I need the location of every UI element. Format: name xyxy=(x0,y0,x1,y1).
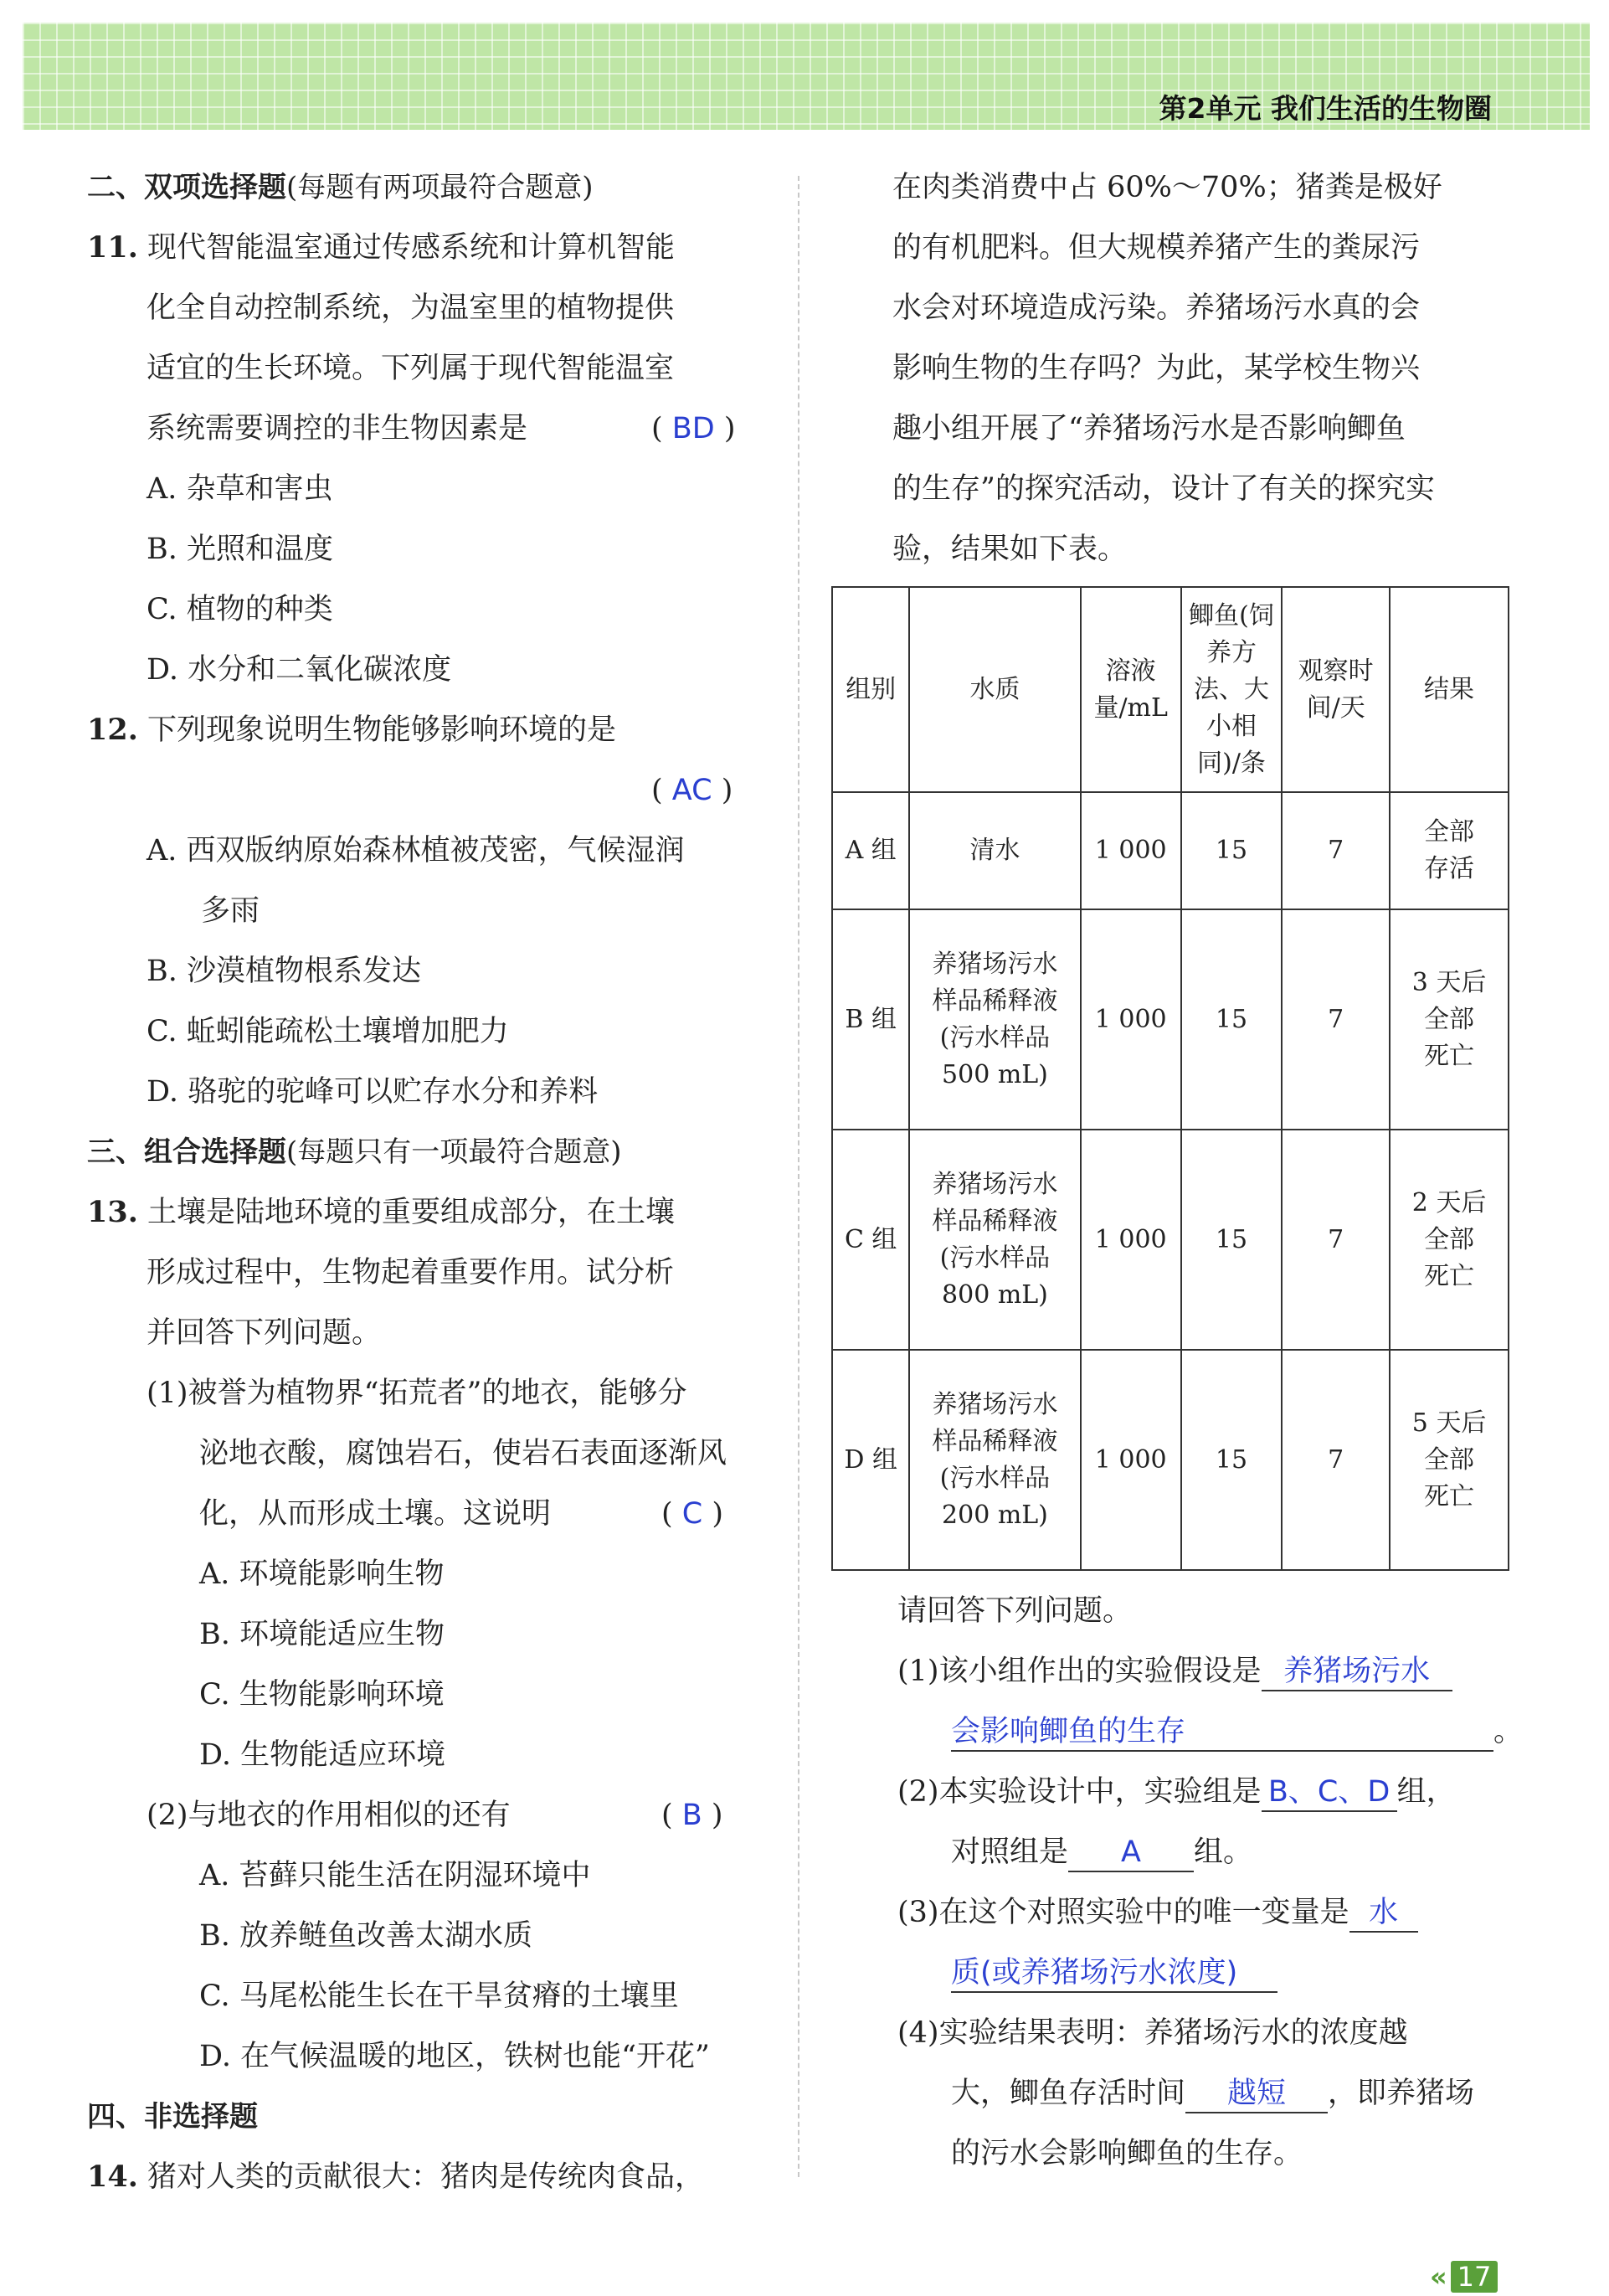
q11-option-c: C. 植物的种类 xyxy=(147,593,333,626)
q13-p2-answer: ( B ) xyxy=(661,1799,723,1832)
q11-answer: ( BD ) xyxy=(651,412,736,445)
q13-p2-option-d: D. 在气候温暖的地区，铁树也能“开花” xyxy=(199,2040,710,2073)
q14-a1-blank-2: 会影响鲫鱼的生存 xyxy=(951,1713,1493,1752)
q13-p1-line-1: (1)被誉为植物界“拓荒者”的地衣，能够分 xyxy=(147,1377,687,1410)
th-fish: 鲫鱼(饲养方法、大小相同)/条 xyxy=(1181,587,1282,792)
q14-a2-blank-2: A xyxy=(1068,1834,1194,1872)
q14-a2-line-1: (2)本实验设计中，实验组是 B、C、D 组， xyxy=(897,1772,1456,1812)
q14-intro-line-3: 水会对环境造成污染。养猪场污水真的会 xyxy=(892,291,1421,325)
table-row xyxy=(832,1130,1509,1350)
q14-prompt: 请回答下列问题。 xyxy=(897,1594,1133,1628)
cell-water: 养猪场污水 样品稀释液 (污水样品 500 mL) xyxy=(909,909,1080,1130)
q11-option-a: A. 杂草和害虫 xyxy=(147,472,333,506)
cell-water: 清水 xyxy=(909,792,1080,909)
table-row xyxy=(832,792,1509,909)
q14-a3-blank-2: 质(或养猪场污水浓度) xyxy=(951,1954,1277,1993)
th-water: 水质 xyxy=(909,587,1080,792)
q14-a4-blank: 越短 xyxy=(1185,2075,1328,2113)
q11-option-b: B. 光照和温度 xyxy=(147,533,333,566)
q11-option-d: D. 水分和二氧化碳浓度 xyxy=(147,653,452,687)
cell-water: 养猪场污水 样品稀释液 (污水样品 800 mL) xyxy=(909,1130,1080,1350)
section-2-heading: 二、双项选择题(每题有两项最符合题意) xyxy=(87,171,594,204)
q13-line-1: 13. 土壤是陆地环境的重要组成部分，在土壤 xyxy=(87,1195,676,1229)
q12-option-b: B. 沙漠植物根系发达 xyxy=(147,955,421,988)
cell-days: 7 xyxy=(1282,1350,1390,1570)
cell-volume: 1 000 xyxy=(1081,1350,1181,1570)
cell-fish: 15 xyxy=(1181,1130,1282,1350)
q14-a1-line-1: (1)该小组作出的实验假设是 养猪场污水 xyxy=(897,1651,1452,1691)
q14-line-1: 14. 猪对人类的贡献很大：猪肉是传统肉食品， xyxy=(87,2160,705,2194)
q14-a1-line-2: 会影响鲫鱼的生存 。 xyxy=(951,1712,1523,1752)
q12-answer: ( AC ) xyxy=(651,774,733,807)
double-chevron-left-icon: « xyxy=(1430,2261,1447,2293)
q14-a1-blank-1: 养猪场污水 xyxy=(1262,1653,1452,1691)
q13-p1-option-b: B. 环境能适应生物 xyxy=(199,1618,445,1651)
cell-result: 全部 存活 xyxy=(1390,792,1509,909)
q14-a3-blank-1: 水 xyxy=(1349,1894,1418,1933)
th-result: 结果 xyxy=(1390,587,1509,792)
q14-a2-blank-1: B、C、D xyxy=(1262,1773,1397,1812)
table-row xyxy=(832,909,1509,1130)
q14-a4-line-2: 大，鲫鱼存活时间 越短 ，即养猪场 xyxy=(951,2073,1474,2113)
q13-p1-line-2: 泌地衣酸，腐蚀岩石，使岩石表面逐渐风 xyxy=(199,1437,727,1470)
q14-a4-line-1: (4)实验结果表明：养猪场污水的浓度越 xyxy=(897,2016,1408,2050)
q12-stem: 12. 下列现象说明生物能够影响环境的是 xyxy=(87,713,617,747)
q13-p2-option-b: B. 放养鲢鱼改善太湖水质 xyxy=(199,1919,532,1953)
cell-days: 7 xyxy=(1282,1130,1390,1350)
q13-line-3: 并回答下列问题。 xyxy=(147,1316,382,1350)
q12-option-d: D. 骆驼的驼峰可以贮存水分和养料 xyxy=(147,1075,599,1109)
cell-group: D 组 xyxy=(832,1350,909,1570)
cell-water: 养猪场污水 样品稀释液 (污水样品 200 mL) xyxy=(909,1350,1080,1570)
q14-a3-line-2 xyxy=(951,1953,1277,1993)
q12-option-a-cont: 多雨 xyxy=(201,894,260,928)
cell-result: 5 天后 全部 死亡 xyxy=(1390,1350,1509,1570)
cell-days: 7 xyxy=(1282,792,1390,909)
q13-p2-option-c: C. 马尾松能生长在干旱贫瘠的土壤里 xyxy=(199,1979,679,2013)
q11-line-1: 11. 现代智能温室通过传感系统和计算机智能 xyxy=(87,230,676,265)
section-3-heading: 三、组合选择题(每题只有一项最符合题意) xyxy=(87,1135,622,1169)
cell-group: A 组 xyxy=(832,792,909,909)
q12-option-a: A. 西双版纳原始森林植被茂密，气候湿润 xyxy=(147,834,685,867)
q13-p1-option-a: A. 环境能影响生物 xyxy=(199,1557,445,1591)
cell-volume: 1 000 xyxy=(1081,1130,1181,1350)
column-divider xyxy=(798,176,799,2177)
cell-fish: 15 xyxy=(1181,1350,1282,1570)
q13-line-2: 形成过程中，生物起着重要作用。试分析 xyxy=(147,1256,675,1290)
q14-intro-line-7: 验，结果如下表。 xyxy=(892,533,1128,566)
q11-line-4: 系统需要调控的非生物因素是 xyxy=(147,412,528,445)
q13-p1-option-c: C. 生物能影响环境 xyxy=(199,1678,445,1712)
q13-p2-stem: (2)与地衣的作用相似的还有 xyxy=(147,1799,511,1832)
q14-a2-line-2: 对照组是 A 组。 xyxy=(951,1832,1252,1872)
section-4-heading: 四、非选择题 xyxy=(87,2100,258,2134)
cell-volume: 1 000 xyxy=(1081,792,1181,909)
cell-result: 3 天后 全部 死亡 xyxy=(1390,909,1509,1130)
q14-intro-line-4: 影响生物的生存吗？为此，某学校生物兴 xyxy=(892,352,1421,385)
q13-p2-option-a: A. 苔藓只能生活在阴湿环境中 xyxy=(199,1859,591,1892)
q14-a3-line-1: (3)在这个对照实验中的唯一变量是 水 xyxy=(897,1892,1418,1933)
th-days: 观察时间/天 xyxy=(1282,587,1390,792)
cell-volume: 1 000 xyxy=(1081,909,1181,1130)
q14-intro-line-1: 在肉类消费中占 60%～70%；猪粪是极好 xyxy=(892,171,1442,204)
experiment-table xyxy=(831,586,1509,1571)
cell-fish: 15 xyxy=(1181,792,1282,909)
th-volume: 溶液量/mL xyxy=(1081,587,1181,792)
q14-intro-line-5: 趣小组开展了“养猪场污水是否影响鲫鱼 xyxy=(892,412,1406,445)
cell-group: B 组 xyxy=(832,909,909,1130)
cell-days: 7 xyxy=(1282,909,1390,1130)
q13-p1-option-d: D. 生物能适应环境 xyxy=(199,1738,446,1772)
cell-fish: 15 xyxy=(1181,909,1282,1130)
cell-group: C 组 xyxy=(832,1130,909,1350)
q14-intro-line-2: 的有机肥料。但大规模养猪产生的粪尿污 xyxy=(892,231,1421,265)
cell-result: 2 天后 全部 死亡 xyxy=(1390,1130,1509,1350)
q13-p1-line-3: 化，从而形成土壤。这说明 xyxy=(199,1497,552,1531)
q13-p1-answer: ( C ) xyxy=(661,1497,724,1531)
table-header-row xyxy=(832,587,1509,792)
q12-option-c: C. 蚯蚓能疏松土壤增加肥力 xyxy=(147,1015,509,1048)
th-group: 组别 xyxy=(832,587,909,792)
q11-line-3: 适宜的生长环境。下列属于现代智能温室 xyxy=(147,352,675,385)
q14-a4-line-3: 的污水会影响鲫鱼的生存。 xyxy=(951,2137,1303,2170)
table-row xyxy=(832,1350,1509,1570)
q14-intro-line-6: 的生存”的探究活动，设计了有关的探究实 xyxy=(892,472,1435,506)
page-number: « 17 xyxy=(1430,2261,1498,2293)
q11-line-2: 化全自动控制系统，为温室里的植物提供 xyxy=(147,291,675,325)
unit-title: 第2单元 我们生活的生物圈 xyxy=(1159,92,1492,125)
